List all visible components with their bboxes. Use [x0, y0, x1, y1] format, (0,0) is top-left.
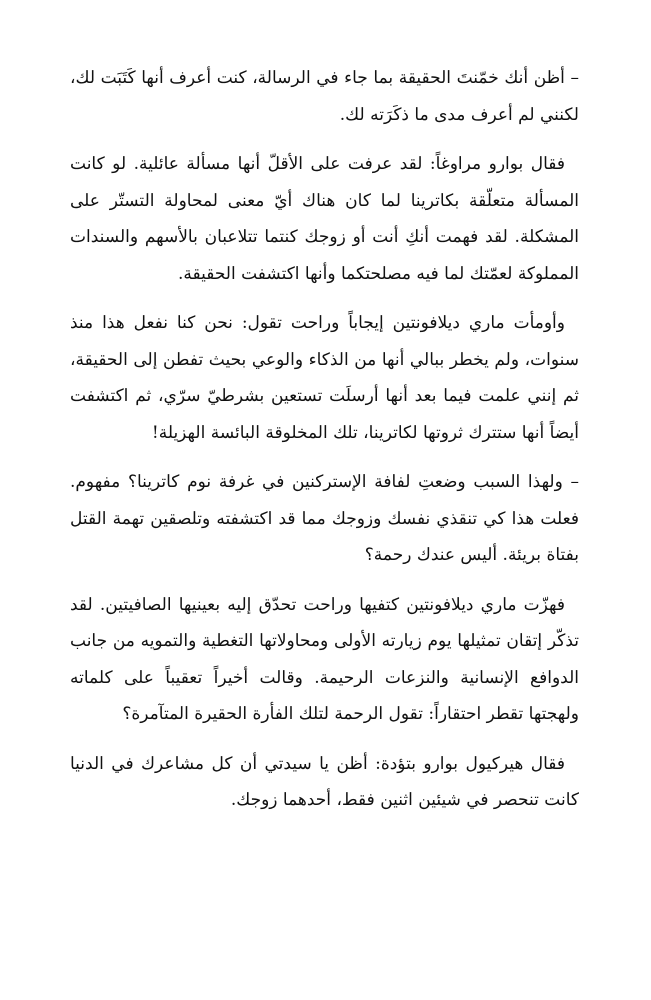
paragraph-1: – أظن أنك خمّنتَ الحقيقة بما جاء في الرسالة، كنت أعرف أنها كَتَبَت لك، لكنني لم أعرف مدى ما ذكَرَته لك.	[70, 68, 579, 125]
paragraph-4: – ولهذا السبب وضعتِ لفافة الإستركنين في غرفة نوم كاترينا؟ مفهوم. فعلت هذا كي تنقذي نفسك وزوجك مما قد اكتشفته وتلصقين تهمة القتل بفتاة بريئة. أليس عندك رحمة؟	[70, 472, 579, 565]
paragraph-6: فقال هيركيول بوارو بتؤدة: أظن يا سيدتي أن كل مشاعرك في الدنيا كانت تنحصر في شيئين اثنين فقط، أحدهما زوجك.	[70, 753, 579, 810]
paragraph-5: فهزّت ماري ديلافونتين كتفيها وراحت تحدّق إليه بعينيها الصافيتين. لقد تذكّر إتقان تمثيلها يوم زيارته الأولى ومحاولاتها التغطية والتمويه من جانب الدوافع الإنسانية والنزعات الرحيمة. وقالت أخيراً تعقيباً على كلماته ولهجتها تقطر احتقاراً: تقول الرحمة لتلك الفأرة الحقيرة المتآمرة؟	[70, 594, 579, 724]
paragraph-3: وأومأت ماري ديلافونتين إيجاباً وراحت تقول: نحن كنا نفعل هذا منذ سنوات، ولم يخطر ببالي أنها من الذكاء والوعي بحيث تفطن إلى الحقيقة، ثم إنني علمت فيما بعد أنها أرسلَت تستعين بشرطيّ سرّي، ثم اكتشفت أيضاً أنها ستترك ثروتها لكاترينا، تلك المخلوقة البائسة الهزيلة!	[70, 313, 579, 443]
book-page	[70, 60, 579, 819]
paragraph-2: فقال بوارو مراوغاً: لقد عرفت على الأقلّ أنها مسألة عائلية. لو كانت المسألة متعلّقة بكاترينا لما كان هناك أيّ معنى لمحاولة التستّر على المشكلة. لقد فهمت أنكِ أنت أو زوجك كنتما تتلاعبان بالأسهم والسندات المملوكة لعمّتك لما فيه مصلحتكما وأنها اكتشفت الحقيقة.	[70, 154, 579, 284]
